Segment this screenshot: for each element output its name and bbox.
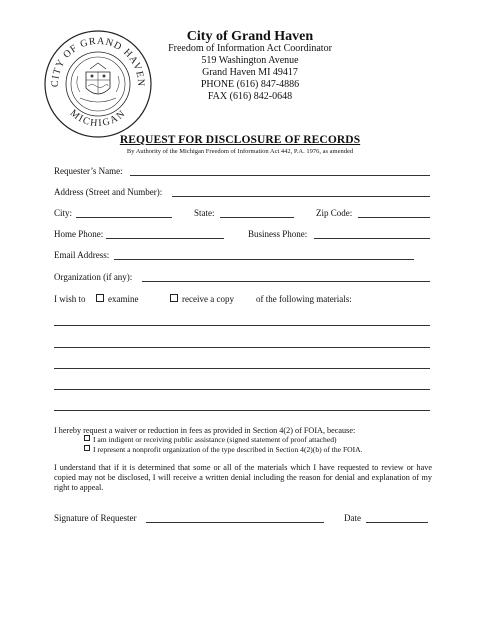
city-title: City of Grand Haven [186, 29, 314, 44]
signature-label: Signature of Requester [54, 513, 137, 523]
seal-left-text: CITY OF [49, 42, 80, 88]
receive-copy-label: receive a copy [182, 294, 234, 304]
zip-label: Zip Code: [316, 208, 353, 218]
address-label: Address (Street and Number): [54, 187, 163, 197]
examine-checkbox[interactable] [96, 294, 104, 302]
seal-top-text: GRAND [78, 35, 125, 54]
business-phone-label: Business Phone: [248, 229, 308, 239]
examine-label: examine [108, 294, 139, 304]
materials-line-4[interactable] [54, 389, 430, 390]
date-field[interactable] [366, 522, 428, 523]
zip-field[interactable] [358, 217, 430, 218]
city-field[interactable] [76, 217, 172, 218]
seal-emblem [77, 63, 119, 102]
home-phone-field[interactable] [106, 238, 224, 239]
form-title: REQUEST FOR DISCLOSURE OF RECORDS [119, 134, 361, 146]
form-subtitle: By Authority of the Michigan Freedom of Information Act 442, P.A. 1976, as amended [126, 148, 354, 155]
waiver-option-nonprofit[interactable] [84, 445, 363, 455]
wish-suffix: of the following materials: [256, 294, 352, 304]
seal-right-text: HAVEN [121, 47, 147, 88]
email-field[interactable] [114, 259, 414, 260]
organization-label: Organization (if any): [54, 272, 133, 282]
requester-name-field[interactable] [130, 175, 430, 176]
header-line-city-state: Grand Haven MI 49417 [202, 67, 298, 78]
date-label: Date [344, 513, 361, 523]
email-label: Email Address: [54, 250, 110, 260]
nonprofit-checkbox[interactable] [84, 445, 90, 451]
home-phone-label: Home Phone: [54, 229, 104, 239]
business-phone-field[interactable] [314, 238, 430, 239]
state-field[interactable] [220, 217, 294, 218]
materials-line-5[interactable] [54, 410, 430, 411]
materials-line-1[interactable] [54, 325, 430, 326]
receive-copy-checkbox[interactable] [170, 294, 178, 302]
indigent-label: I am indigent or receiving public assistance (signed statement of proof attached) [93, 435, 337, 444]
city-seal [42, 28, 154, 140]
waiver-option-indigent[interactable] [84, 435, 337, 445]
header-line-address: 519 Washington Avenue [201, 55, 299, 66]
nonprofit-label: I represent a nonprofit organization of the type described in Section 4(2)(b) of the FOIA. [93, 445, 363, 454]
examine-option[interactable] [96, 294, 139, 305]
materials-line-2[interactable] [54, 347, 430, 348]
seal-bottom-text: MICHIGAN [67, 107, 129, 130]
address-field[interactable] [172, 196, 430, 197]
requester-name-label: Requester’s Name: [54, 166, 123, 176]
indigent-checkbox[interactable] [84, 435, 90, 441]
wish-prefix: I wish to [54, 294, 86, 304]
organization-field[interactable] [142, 281, 430, 282]
seal-graphic [42, 28, 154, 140]
waiver-intro: I hereby request a waiver or reduction in fees as provided in Section 4(2) of FOIA, because: [54, 426, 356, 435]
state-label: State: [194, 208, 215, 218]
header-line-coordinator: Freedom of Information Act Coordinator [168, 43, 332, 54]
materials-line-3[interactable] [54, 368, 430, 369]
signature-field[interactable] [146, 522, 324, 523]
header-line-fax: FAX (616) 842-0648 [207, 91, 293, 102]
receive-copy-option[interactable] [170, 294, 234, 305]
header-line-phone: PHONE (616) 847-4886 [200, 79, 300, 90]
denial-notice: I understand that if it is determined that some or all of the materials which I have requested to review or have copied may not be disclosed, I will receive a written denial including the reason for denial and explanation of my right to appeal. [54, 463, 432, 492]
city-label: City: [54, 208, 73, 218]
